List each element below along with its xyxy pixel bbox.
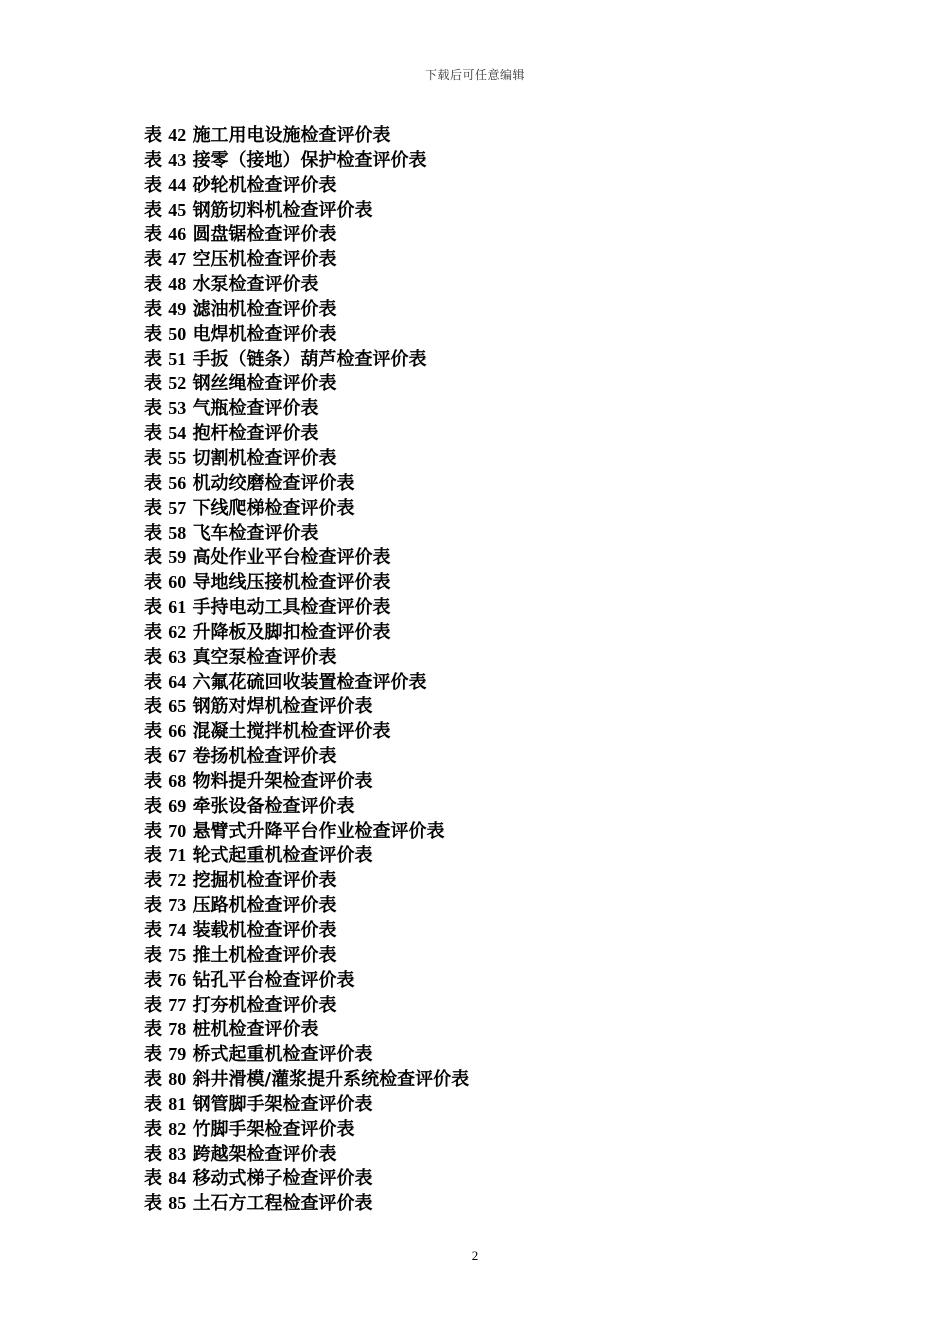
list-item <box>144 421 469 446</box>
list-item <box>144 272 469 297</box>
list-item <box>144 545 469 570</box>
item-prefix: 表 <box>144 621 162 643</box>
item-number: 63 <box>168 646 187 667</box>
list-item <box>144 819 469 844</box>
item-title: 轮式起重机检查评价表 <box>192 845 373 867</box>
list-item <box>144 595 469 620</box>
list-item <box>144 670 469 695</box>
item-prefix: 表 <box>144 522 162 544</box>
list-item <box>144 297 469 322</box>
item-number: 71 <box>168 845 187 866</box>
item-title: 钢管脚手架检查评价表 <box>192 1093 373 1115</box>
item-prefix: 表 <box>144 224 162 246</box>
item-prefix: 表 <box>144 447 162 469</box>
item-prefix: 表 <box>144 795 162 817</box>
item-prefix: 表 <box>144 472 162 494</box>
item-title: 飞车检查评价表 <box>192 522 319 544</box>
item-number: 58 <box>168 522 187 543</box>
list-item <box>144 993 469 1018</box>
item-title: 桩机检查评价表 <box>192 1019 319 1041</box>
list-item <box>144 396 469 421</box>
list-item <box>144 247 469 272</box>
item-prefix: 表 <box>144 174 162 196</box>
item-prefix: 表 <box>144 125 162 146</box>
item-title: 挖掘机检查评价表 <box>192 870 337 892</box>
item-prefix: 表 <box>144 646 162 668</box>
item-number: 51 <box>168 348 187 369</box>
item-number: 73 <box>168 895 187 916</box>
item-number: 56 <box>168 472 187 493</box>
item-prefix: 表 <box>144 870 162 892</box>
item-number: 81 <box>168 1093 187 1114</box>
item-prefix: 表 <box>144 249 162 271</box>
list-item <box>144 918 469 943</box>
item-prefix: 表 <box>144 398 162 420</box>
item-number: 70 <box>168 820 187 841</box>
list-item <box>144 173 469 198</box>
item-number: 67 <box>168 746 187 767</box>
item-title: 土石方工程检查评价表 <box>192 1193 373 1215</box>
item-prefix: 表 <box>144 298 162 320</box>
item-title: 牵张设备检查评价表 <box>192 795 355 817</box>
item-title: 压路机检查评价表 <box>192 895 337 917</box>
list-item <box>144 148 469 173</box>
item-number: 52 <box>168 373 187 394</box>
list-item <box>144 347 469 372</box>
item-number: 85 <box>168 1193 187 1214</box>
item-number: 44 <box>168 174 187 195</box>
item-prefix: 表 <box>144 547 162 569</box>
item-prefix: 表 <box>144 597 162 619</box>
item-number: 84 <box>168 1168 187 1189</box>
item-number: 79 <box>168 1044 187 1065</box>
list-item <box>144 123 469 148</box>
item-number: 82 <box>168 1118 187 1139</box>
item-prefix: 表 <box>144 969 162 991</box>
item-title: 机动绞磨检查评价表 <box>192 472 355 494</box>
list-item <box>144 1191 469 1216</box>
list-item <box>144 371 469 396</box>
item-prefix: 表 <box>144 1193 162 1215</box>
item-number: 75 <box>168 944 187 965</box>
item-title: 卷扬机检查评价表 <box>192 746 337 768</box>
list-item <box>144 471 469 496</box>
item-title: 导地线压接机检查评价表 <box>192 572 391 594</box>
list-item <box>144 1166 469 1191</box>
item-prefix: 表 <box>144 944 162 966</box>
item-prefix: 表 <box>144 746 162 768</box>
item-title: 移动式梯子检查评价表 <box>192 1168 373 1190</box>
list-item <box>144 198 469 223</box>
item-title: 手扳（链条）葫芦检查评价表 <box>192 348 427 370</box>
list-item <box>144 943 469 968</box>
item-number: 60 <box>168 572 187 593</box>
item-title: 真空泵检查评价表 <box>192 646 337 668</box>
item-title: 桥式起重机检查评价表 <box>192 1044 373 1066</box>
item-title: 斜井滑模/灌浆提升系统检查评价表 <box>192 1069 470 1091</box>
item-title: 施工用电设施检查评价表 <box>192 125 391 146</box>
item-prefix: 表 <box>144 994 162 1016</box>
list-item <box>144 645 469 670</box>
item-title: 切割机检查评价表 <box>192 447 337 469</box>
list-item <box>144 521 469 546</box>
list-item <box>144 1142 469 1167</box>
item-prefix: 表 <box>144 1069 162 1091</box>
item-title: 打夯机检查评价表 <box>192 994 337 1016</box>
item-number: 74 <box>168 920 187 940</box>
item-title: 六氟花硫回收装置检查评价表 <box>192 671 427 693</box>
item-prefix: 表 <box>144 770 162 792</box>
list-item <box>144 968 469 993</box>
item-prefix: 表 <box>144 696 162 718</box>
item-number: 57 <box>168 497 187 518</box>
item-number: 65 <box>168 696 187 717</box>
item-title: 钻孔平台检查评价表 <box>192 969 355 991</box>
table-list <box>144 123 469 1216</box>
item-title: 竹脚手架检查评价表 <box>192 1118 355 1140</box>
item-prefix: 表 <box>144 845 162 867</box>
item-prefix: 表 <box>144 199 162 221</box>
item-number: 47 <box>168 249 187 270</box>
list-item <box>144 893 469 918</box>
item-prefix: 表 <box>144 1143 162 1165</box>
item-number: 78 <box>168 1019 187 1040</box>
item-prefix: 表 <box>144 149 162 171</box>
item-number: 64 <box>168 671 187 692</box>
item-prefix: 表 <box>144 348 162 370</box>
item-prefix: 表 <box>144 895 162 917</box>
item-number: 77 <box>168 994 187 1015</box>
item-prefix: 表 <box>144 1118 162 1140</box>
item-title: 高处作业平台检查评价表 <box>192 547 391 569</box>
list-item <box>144 222 469 247</box>
item-number: 59 <box>168 547 187 568</box>
item-number: 62 <box>168 621 187 642</box>
item-number: 50 <box>168 323 187 344</box>
item-number: 46 <box>168 224 187 245</box>
item-title: 电焊机检查评价表 <box>192 323 337 345</box>
item-number: 66 <box>168 721 187 742</box>
item-prefix: 表 <box>144 820 162 842</box>
list-item <box>144 1017 469 1042</box>
item-number: 53 <box>168 398 187 419</box>
list-item <box>144 868 469 893</box>
list-item <box>144 794 469 819</box>
item-title: 钢筋切料机检查评价表 <box>192 199 373 221</box>
item-title: 混凝土搅拌机检查评价表 <box>192 721 391 743</box>
item-prefix: 表 <box>144 1093 162 1115</box>
item-number: 83 <box>168 1143 187 1164</box>
item-prefix: 表 <box>144 323 162 345</box>
item-title: 气瓶检查评价表 <box>192 398 319 420</box>
item-prefix: 表 <box>144 1168 162 1190</box>
item-prefix: 表 <box>144 274 162 296</box>
list-item <box>144 446 469 471</box>
item-number: 48 <box>168 274 187 295</box>
item-title: 装载机检查评价表 <box>192 920 337 941</box>
item-number: 68 <box>168 770 187 791</box>
list-item <box>144 769 469 794</box>
item-number: 76 <box>168 969 187 990</box>
list-item <box>144 1042 469 1067</box>
item-title: 手持电动工具检查评价表 <box>192 597 391 619</box>
item-title: 跨越架检查评价表 <box>192 1143 337 1165</box>
item-prefix: 表 <box>144 423 162 445</box>
item-prefix: 表 <box>144 1044 162 1066</box>
list-item <box>144 1067 469 1092</box>
item-number: 49 <box>168 298 187 319</box>
item-number: 54 <box>168 423 187 444</box>
list-item <box>144 719 469 744</box>
list-item <box>144 843 469 868</box>
item-number: 72 <box>168 870 187 891</box>
item-title: 接零（接地）保护检查评价表 <box>192 149 427 171</box>
item-number: 80 <box>168 1069 187 1090</box>
page-number: 2 <box>471 1248 479 1263</box>
list-item <box>144 620 469 645</box>
item-prefix: 表 <box>144 920 162 941</box>
item-title: 滤油机检查评价表 <box>192 298 337 320</box>
item-prefix: 表 <box>144 497 162 519</box>
item-prefix: 表 <box>144 572 162 594</box>
item-title: 砂轮机检查评价表 <box>192 174 337 196</box>
item-title: 钢丝绳检查评价表 <box>192 373 337 395</box>
item-title: 升降板及脚扣检查评价表 <box>192 621 391 643</box>
item-number: 69 <box>168 795 187 816</box>
item-prefix: 表 <box>144 721 162 743</box>
item-title: 钢筋对焊机检查评价表 <box>192 696 373 718</box>
list-item <box>144 570 469 595</box>
list-item <box>144 1092 469 1117</box>
item-number: 61 <box>168 597 187 618</box>
list-item <box>144 496 469 521</box>
item-title: 推土机检查评价表 <box>192 944 337 966</box>
item-title: 圆盘锯检查评价表 <box>192 224 337 246</box>
item-title: 抱杆检查评价表 <box>192 423 319 445</box>
item-number: 55 <box>168 447 187 468</box>
list-item <box>144 744 469 769</box>
page-header: 下载后可任意编辑 <box>424 68 525 82</box>
list-item <box>144 322 469 347</box>
item-prefix: 表 <box>144 671 162 693</box>
list-item <box>144 694 469 719</box>
item-title: 水泵检查评价表 <box>192 274 319 296</box>
item-title: 下线爬梯检查评价表 <box>192 497 355 519</box>
item-number: 42 <box>168 125 187 145</box>
item-prefix: 表 <box>144 1019 162 1041</box>
item-number: 43 <box>168 149 187 170</box>
item-title: 悬臂式升降平台作业检查评价表 <box>192 820 445 842</box>
item-prefix: 表 <box>144 373 162 395</box>
list-item <box>144 1117 469 1142</box>
item-title: 物料提升架检查评价表 <box>192 770 373 792</box>
item-number: 45 <box>168 199 187 220</box>
item-title: 空压机检查评价表 <box>192 249 337 271</box>
